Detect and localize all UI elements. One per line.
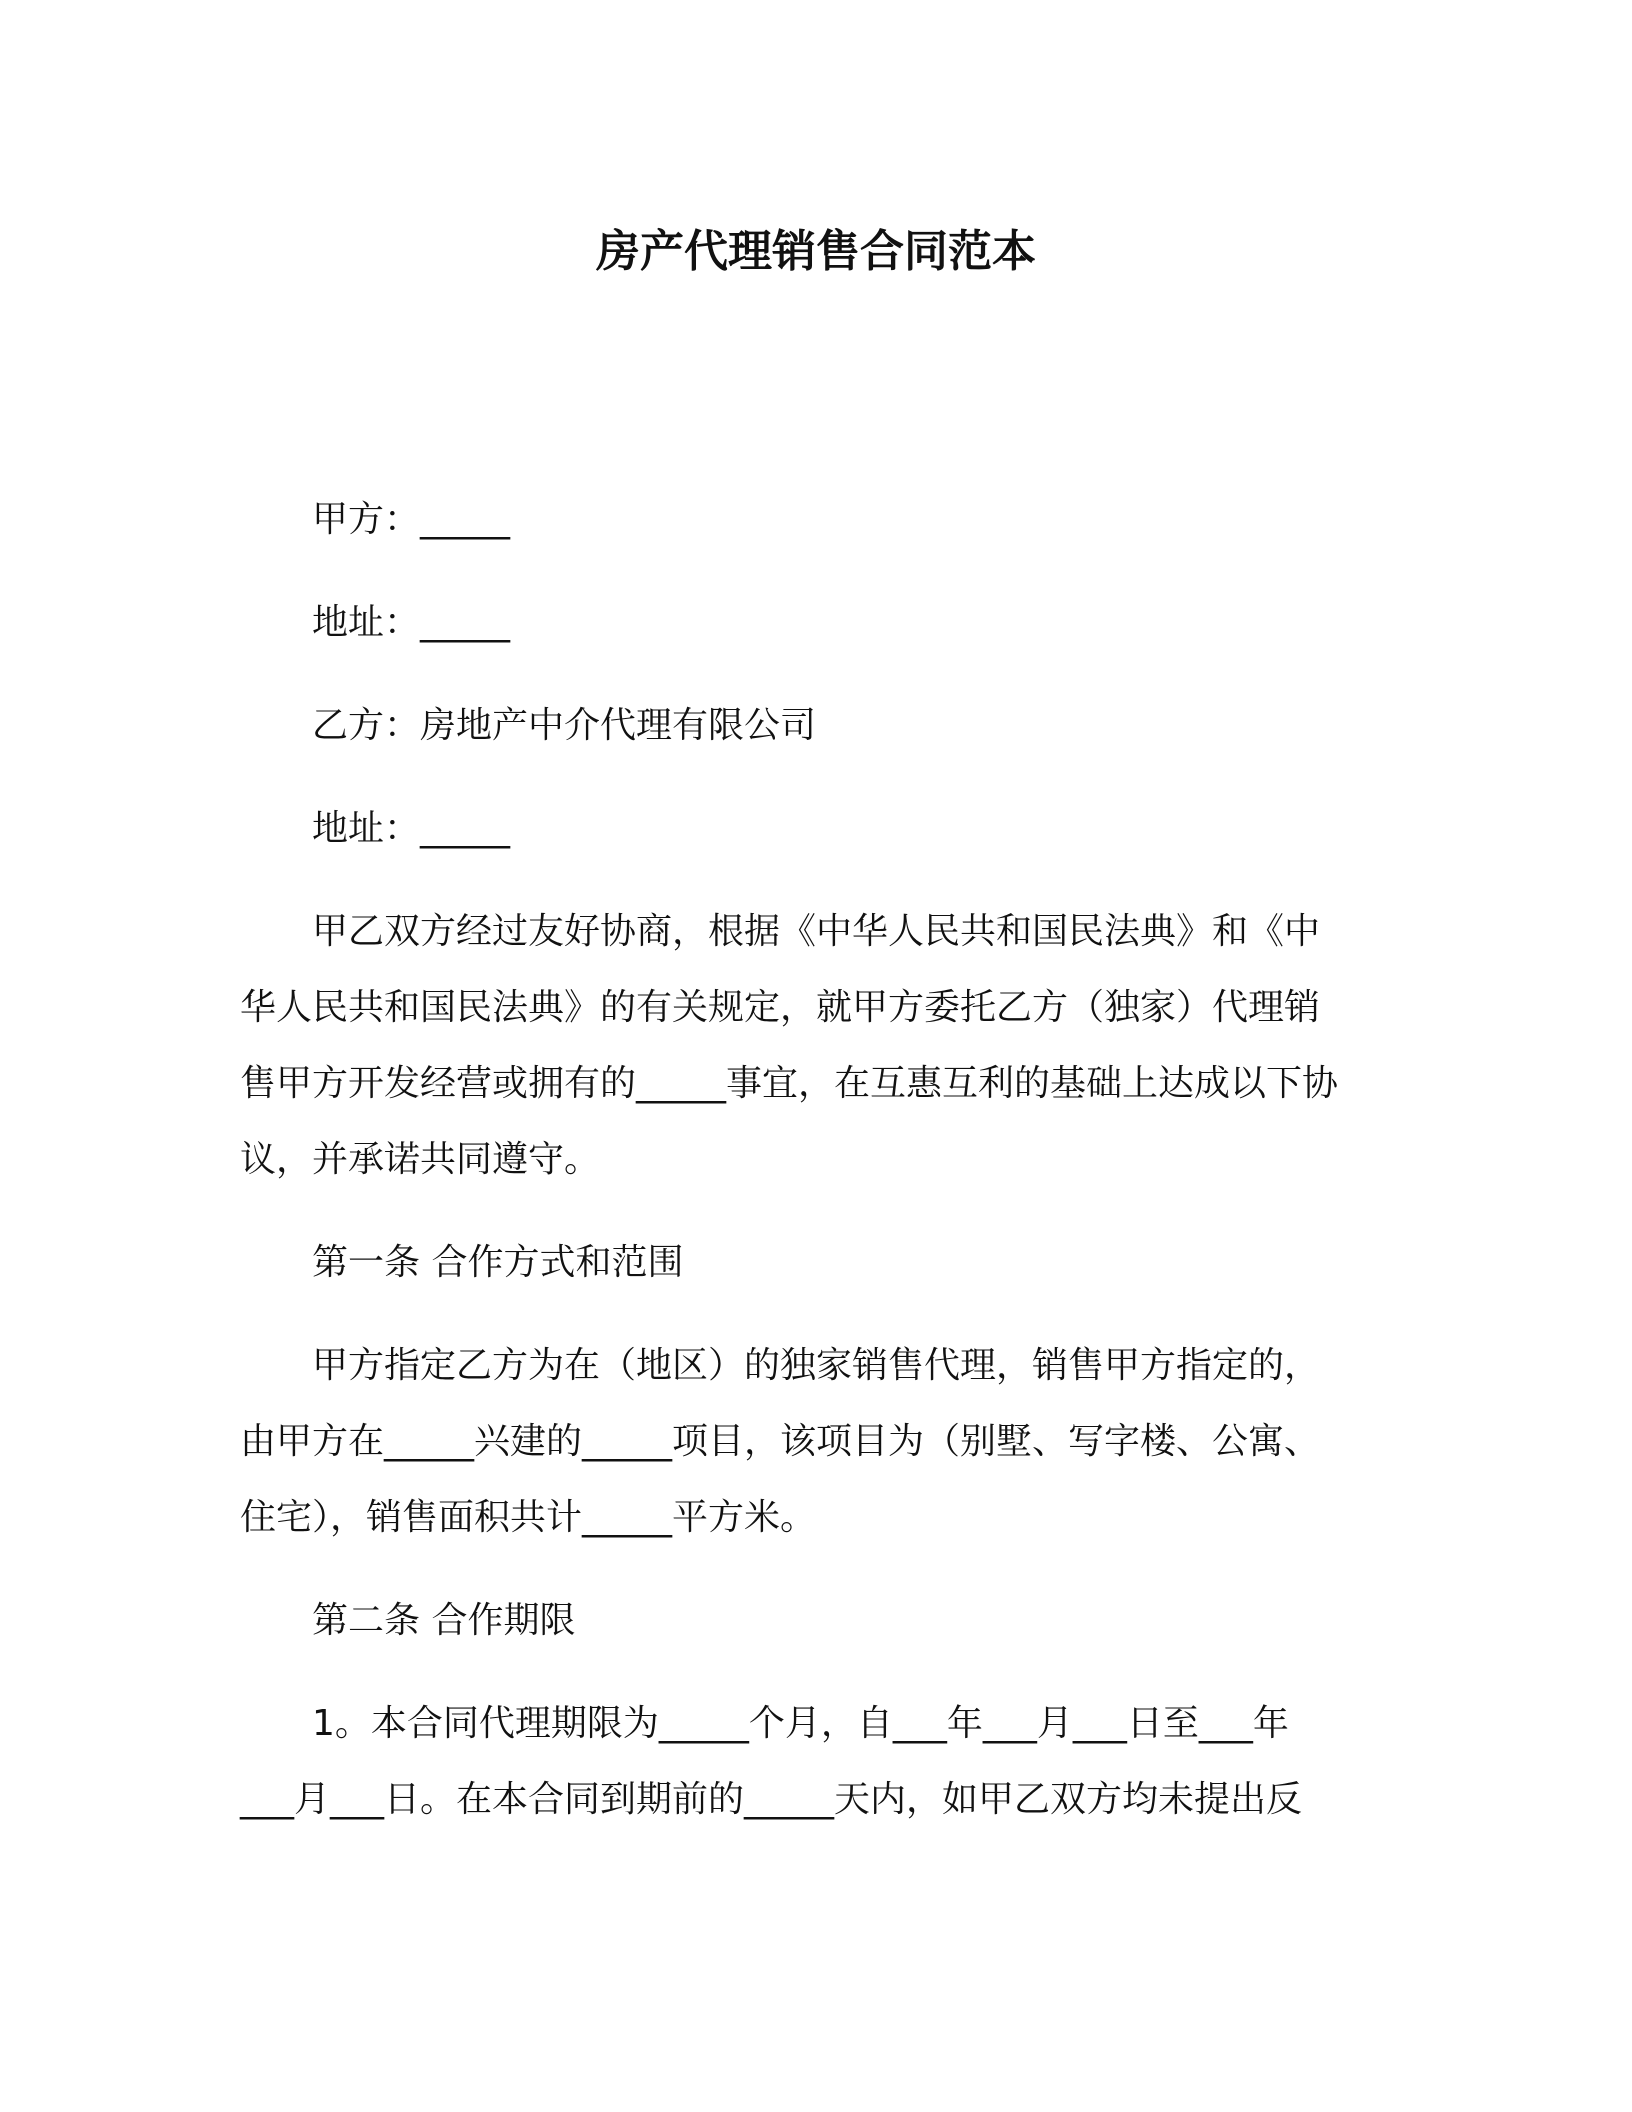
party-a-address-line: 地址：_____ <box>312 602 511 643</box>
article-2-line: ___月___日。在本合同到期前的_____天内，如甲乙双方均未提出反 <box>240 1779 1303 1820</box>
document-title: 房产代理销售合同范本 <box>596 226 1036 277</box>
article-2-line: 1。本合同代理期限为_____个月，自___年___月___日至___年 <box>312 1703 1289 1744</box>
preamble-line: 议，并承诺共同遵守。 <box>240 1139 601 1180</box>
preamble-line: 华人民共和国民法典》的有关规定，就甲方委托乙方（独家）代理销 <box>240 987 1321 1028</box>
article-2-heading: 第二条 合作期限 <box>312 1600 576 1641</box>
article-1-heading: 第一条 合作方式和范围 <box>312 1242 684 1283</box>
article-1-line: 甲方指定乙方为在（地区）的独家销售代理，销售甲方指定的， <box>312 1345 1321 1386</box>
article-1-line: 由甲方在_____兴建的_____项目，该项目为（别墅、写字楼、公寓、 <box>240 1421 1321 1462</box>
party-b-address-line: 地址：_____ <box>312 808 511 849</box>
party-a-line: 甲方：_____ <box>312 499 511 540</box>
preamble-line: 售甲方开发经营或拥有的_____事宜，在互惠互利的基础上达成以下协 <box>240 1063 1339 1104</box>
party-b-line: 乙方：房地产中介代理有限公司 <box>312 705 817 746</box>
article-1-line: 住宅），销售面积共计_____平方米。 <box>240 1497 817 1538</box>
preamble-line: 甲乙双方经过友好协商，根据《中华人民共和国民法典》和《中 <box>312 911 1321 952</box>
